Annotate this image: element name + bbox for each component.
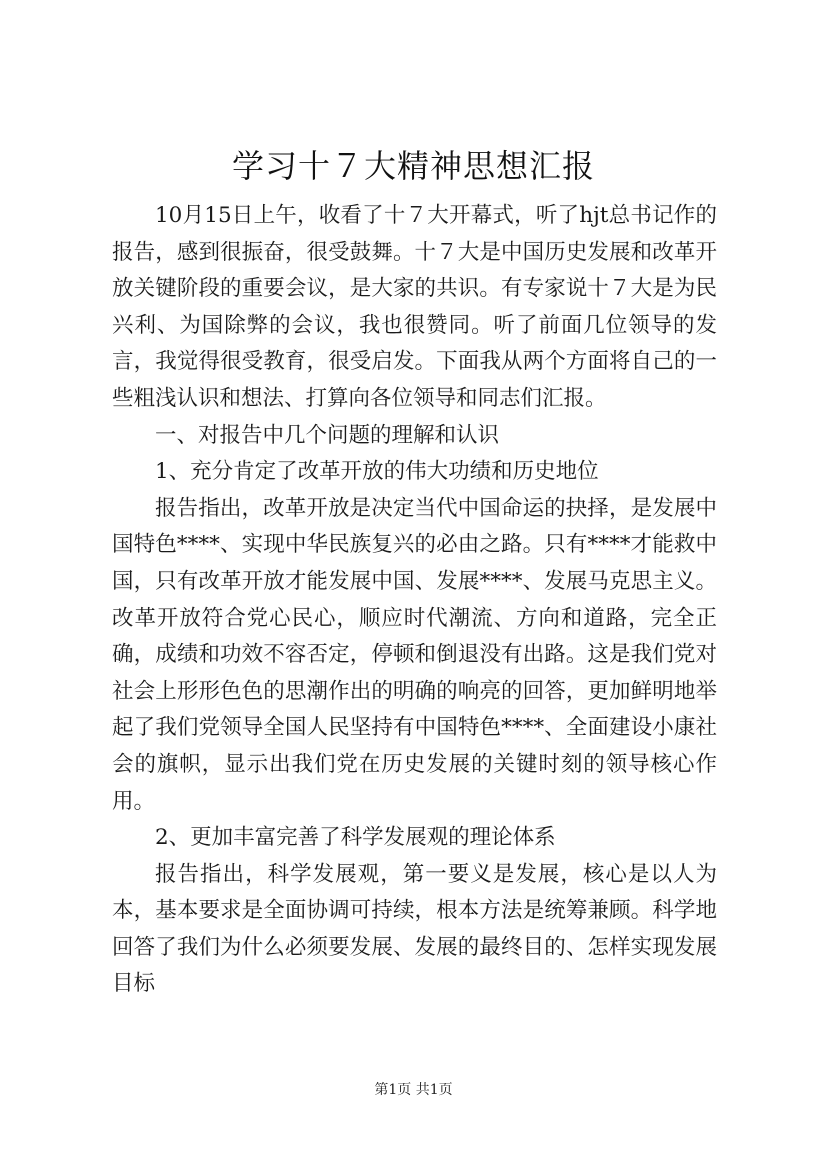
subheading-1: 1、充分肯定了改革开放的伟大功绩和历史地位	[155, 459, 599, 485]
subheading-2: 2、更加丰富完善了科学发展观的理论体系	[155, 825, 556, 851]
page-number-footer: 第1页 共1页	[374, 1082, 453, 1098]
document-body	[112, 198, 717, 1003]
section-heading-1: 一、对报告中几个问题的理解和认识	[155, 422, 500, 448]
paragraph-intro: 10月15日上午，收看了十７大开幕式，听了hjt总书记作的报告，感到很振奋，很受鼓舞。十７大是中国历史发展和改革开放关键阶段的重要会议，是大家的共识。有专家说十７大是为民兴利、为国除弊的会议，我也很赞同。听了前面几位领导的发言，我觉得很受教育，很受启发。下面我从两个方面将自己的一些粗浅认识和想法、打算向各位领导和同志们汇报。	[112, 203, 717, 411]
paragraph-development: 报告指出，科学发展观，第一要义是发展，核心是以人为本，基本要求是全面协调可持续，根本方法是统筹兼顾。科学地回答了我们为什么必须要发展、发展的最终目的、怎样实现发展目标	[112, 861, 717, 997]
document-title: 学习十７大精神思想汇报	[231, 147, 595, 185]
paragraph-reform: 报告指出，改革开放是决定当代中国命运的抉择，是发展中国特色****、实现中华民族复兴的必由之路。只有****才能救中国，只有改革开放才能发展中国、发展****、发展马克思主义。改革开放符合党心民心，顺应时代潮流、方向和道路，完全正确，成绩和功效不容否定，停顿和倒退没有出路。这是我们党对社会上形形色色的思潮作出的明确的响亮的回答，更加鲜明地举起了我们党领导全国人民坚持有中国特色****、全面建设小康社会的旗帜，显示出我们党在历史发展的关键时刻的领导核心作用。	[112, 495, 717, 814]
